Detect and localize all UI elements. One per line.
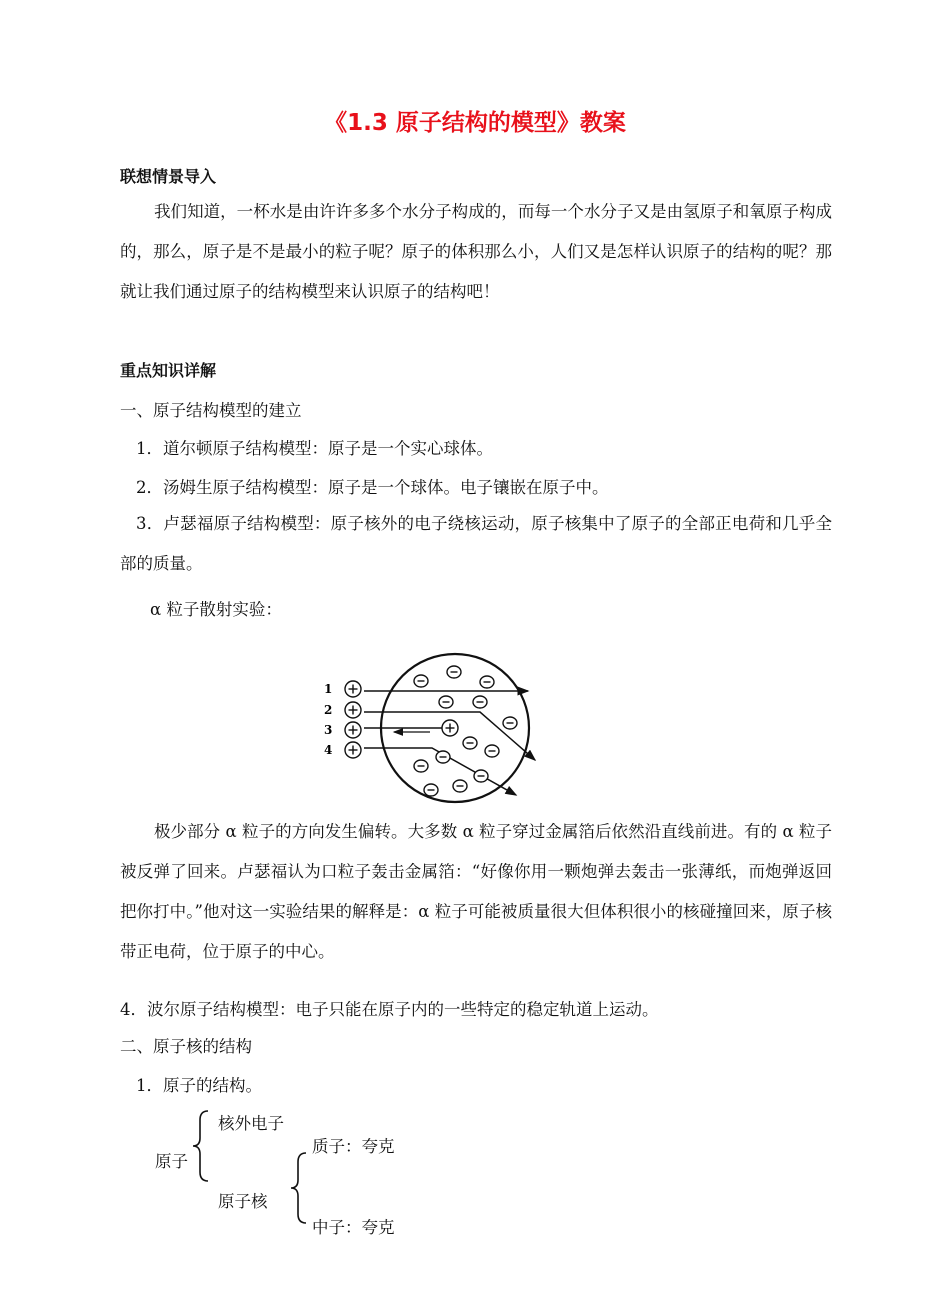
page-title: 《1.3 原子结构的模型》教案 — [324, 110, 626, 136]
electron-icon — [424, 784, 438, 796]
brace-icon — [190, 1108, 212, 1184]
electron-icon — [414, 675, 428, 687]
part2-title: 二、原子核的结构 — [120, 1037, 252, 1056]
item-bohr: 4．波尔原子结构模型：电子只能在原子内的一些特定的稳定轨道上运动。 — [120, 1000, 659, 1019]
alpha-particle-icon — [345, 702, 361, 718]
item-dalton: 1．道尔顿原子结构模型：原子是一个实心球体。 — [136, 439, 493, 458]
alpha-experiment-label: α 粒子散射实验： — [150, 600, 282, 619]
item-rutherford: 3．卢瑟福原子结构模型：原子核外的电子绕核运动，原子核集中了原子的全部正电荷和几乎全部的质量。 — [120, 514, 832, 573]
electron-icon — [439, 696, 453, 708]
item-thomson: 2．汤姆生原子结构模型：原子是一个球体。电子镶嵌在原子中。 — [136, 478, 609, 497]
diagram-label-4: 4 — [324, 743, 333, 757]
electron-icon — [474, 770, 488, 782]
alpha-scattering-diagram — [320, 650, 550, 810]
electron-icon — [473, 696, 487, 708]
electron-icon — [436, 751, 450, 763]
section-heading-intro: 联想情景导入 — [120, 167, 217, 186]
alpha-particle-icon — [345, 722, 361, 738]
electron-icon — [453, 780, 467, 792]
electron-icon — [485, 745, 499, 757]
brace-icon — [288, 1150, 310, 1226]
structure-electron: 核外电子 — [218, 1114, 284, 1133]
electron-icon — [503, 717, 517, 729]
alpha-particle-icon — [345, 742, 361, 758]
electron-icon — [414, 760, 428, 772]
alpha-particle-icon — [345, 681, 361, 697]
structure-proton: 质子：夸克 — [312, 1137, 395, 1156]
structure-neutron: 中子：夸克 — [312, 1218, 395, 1237]
intro-paragraph: 我们知道，一杯水是由许许多多个水分子构成的，而每一个水分子又是由氢原子和氧原子构成的，那么，原子是不是最小的粒子呢？原子的体积那么小，人们又是怎样认识原子的结构的呢？那就让我们通过原子的结构模型来认识原子的结构吧！ — [120, 202, 832, 301]
electron-icon — [480, 676, 494, 688]
structure-nucleus: 原子核 — [218, 1192, 268, 1211]
diagram-label-3: 3 — [324, 723, 333, 737]
section-heading-key-points: 重点知识详解 — [120, 361, 217, 380]
structure-atom: 原子 — [155, 1152, 188, 1171]
alpha-experiment-paragraph: 极少部分 α 粒子的方向发生偏转。大多数 α 粒子穿过金属箔后依然沿直线前进。有的 α 粒子被反弹了回来。卢瑟福认为口粒子轰击金属箔：“好像你用一颗炮弹去轰击一张薄纸，而炮弹返回把你打中。”他对这一实验结果的解释是：α 粒子可能被质量很大但体积很小的核碰撞回来，原子核带正电荷，位于原子的中心。 — [120, 822, 832, 961]
diagram-label-1: 1 — [324, 682, 333, 696]
diagram-label-2: 2 — [324, 703, 333, 717]
electron-icon — [447, 666, 461, 678]
electron-icon — [463, 737, 477, 749]
nucleus-icon — [442, 720, 458, 736]
part1-title: 一、原子结构模型的建立 — [120, 401, 302, 420]
part2-item1: 1．原子的结构。 — [136, 1076, 262, 1095]
